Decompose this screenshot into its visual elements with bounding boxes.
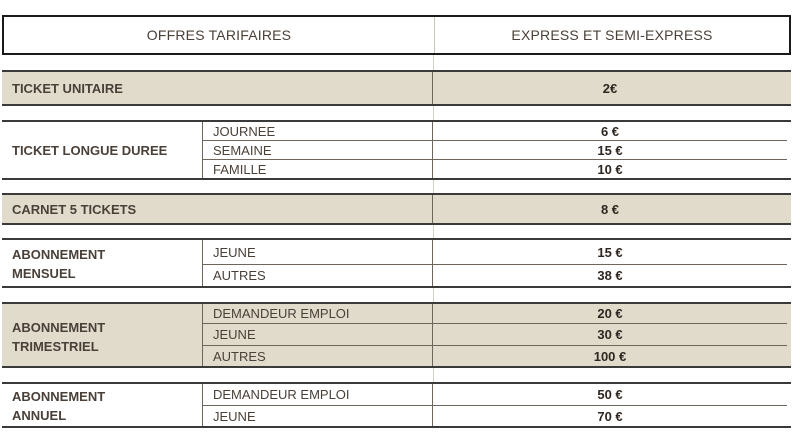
option-label: FAMILLE [213,161,267,177]
row-ticket-longue-duree [2,120,791,180]
option-label: SEMAINE [213,142,272,158]
abonnement-annuel-label [2,387,202,425]
label-line: ABONNEMENT [12,320,106,335]
option-label: JOURNEE [213,123,276,139]
row-ticket-unitaire [2,70,791,106]
table-header [2,15,791,55]
option-price: 70 € [597,408,623,424]
label-line: TRIMESTRIEL [12,339,99,354]
spacer-divider [433,288,434,302]
label-line: MENSUEL [12,266,76,281]
abonnement-mensuel-label [2,245,202,283]
option-label: JEUNE [213,408,256,424]
label-line: ABONNEMENT [12,389,106,404]
option-label: AUTRES [213,268,266,283]
carnet-label: CARNET 5 TICKETS [12,201,137,217]
ticket-unitaire-label: TICKET UNITAIRE [12,80,123,96]
offers-column-header: OFFRES TARIFAIRES [146,27,292,43]
spacer-divider [433,368,434,382]
option-label: DEMANDEUR EMPLOI [213,306,350,321]
spacer-divider [433,180,434,193]
label-line: ABONNEMENT [12,247,106,262]
row-carnet [2,193,791,225]
option-price: 50 € [597,387,623,402]
abonnement-trimestriel-label [2,318,202,356]
option-price: 6 € [600,123,620,139]
carnet-price: 8 € [600,201,620,217]
option-label: JEUNE [213,244,256,260]
option-price: 100 € [593,348,627,364]
option-label: DEMANDEUR EMPLOI [213,387,350,402]
label-line: ANNUEL [12,408,67,423]
option-price: 10 € [597,161,623,177]
ticket-longue-duree-label: TICKET LONGUE DUREE [12,142,168,158]
express-column-header: EXPRESS ET SEMI-EXPRESS [511,27,713,43]
row-abonnement-annuel [2,382,791,428]
row-abonnement-trimestriel [2,302,791,368]
spacer-divider [433,225,434,238]
option-price: 15 € [597,244,623,260]
option-label: AUTRES [213,348,266,364]
spacer-divider [433,106,434,120]
option-label: JEUNE [213,326,256,342]
row-abonnement-mensuel [2,238,791,288]
option-price: 38 € [597,268,623,283]
option-price: 30 € [597,326,623,342]
option-price: 20 € [597,306,623,321]
ticket-unitaire-price: 2€ [602,80,618,96]
spacer-divider [433,55,434,70]
option-price: 15 € [597,142,623,158]
